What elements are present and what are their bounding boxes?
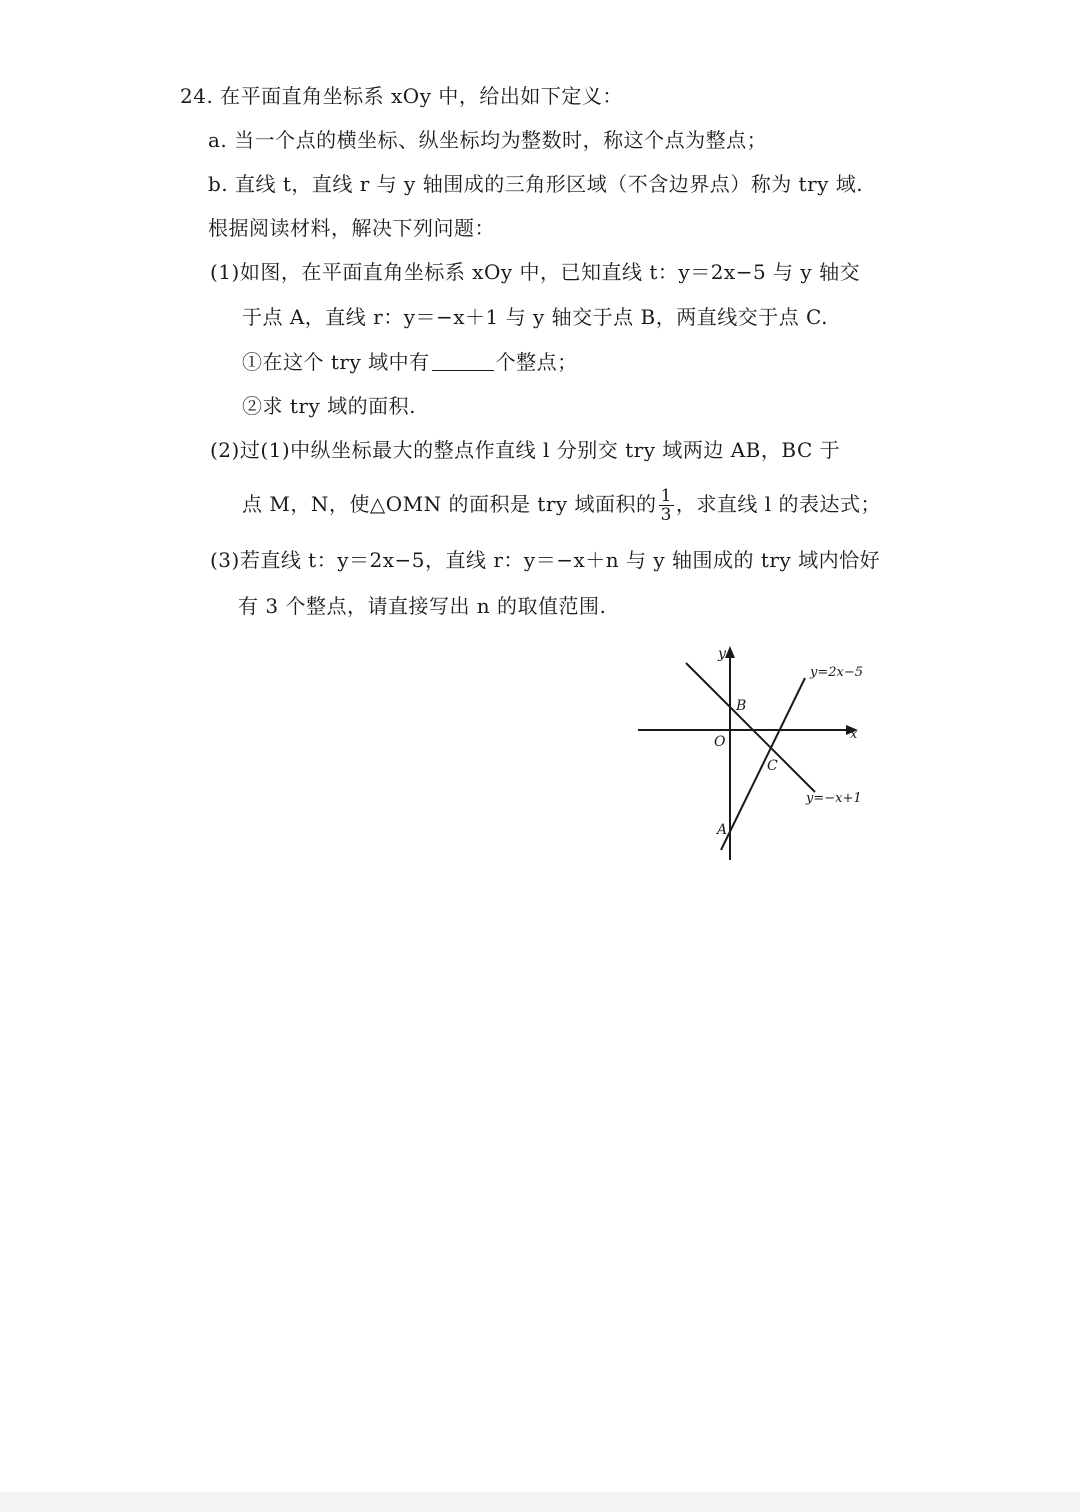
origin-label: O	[714, 734, 726, 750]
point-c-label: C	[767, 758, 778, 774]
question-1-sub-1	[242, 348, 578, 376]
definition-b: b. 直线 t，直线 r 与 y 轴围成的三角形区域（不含边界点）称为 try 域.	[208, 172, 864, 196]
question-3-line-2: 有 3 个整点，请直接写出 n 的取值范围.	[238, 594, 607, 618]
y-axis-label: y	[718, 646, 726, 662]
fraction-denominator: 3	[660, 505, 672, 525]
point-a-label: A	[717, 822, 728, 838]
instruction-text: 根据阅读材料，解决下列问题：	[208, 216, 495, 240]
line-t	[721, 678, 805, 850]
point-b-label: B	[736, 698, 747, 714]
definition-a: a. 当一个点的横坐标、纵坐标均为整数时，称这个点为整点；	[208, 128, 768, 152]
question-1-sub-1-text: ①在这个 try 域中有	[242, 350, 430, 374]
question-1-line-1: (1)如图，在平面直角坐标系 xOy 中，已知直线 t：y＝2x−5 与 y 轴交	[210, 260, 861, 284]
question-2-line-1: (2)过(1)中纵坐标最大的整点作直线 l 分别交 try 域两边 AB，BC 于	[210, 438, 841, 462]
question-1-sub-1-suffix: 个整点；	[495, 350, 578, 374]
problem-title: 24. 在平面直角坐标系 xOy 中，给出如下定义：	[180, 84, 623, 108]
page-bottom-edge	[0, 1492, 1080, 1512]
question-1-sub-2: ②求 try 域的面积.	[242, 394, 416, 418]
coordinate-diagram	[630, 638, 880, 868]
question-2-line-2	[242, 484, 881, 524]
line-r	[686, 663, 815, 792]
coordinate-figure	[630, 638, 880, 868]
fraction-numerator: 1	[660, 486, 672, 506]
question-3-line-1: (3)若直线 t：y＝2x−5，直线 r：y＝−x＋n 与 y 轴围成的 try 域内恰好	[210, 548, 881, 572]
line-r-label: y=−x+1	[806, 791, 862, 806]
x-axis-label: x	[850, 727, 858, 742]
question-1-line-2: 于点 A，直线 r：y＝−x＋1 与 y 轴交于点 B，两直线交于点 C.	[242, 305, 829, 329]
question-2-line-2-text: 点 M，N，使△OMN 的面积是 try 域面积的	[242, 492, 657, 516]
line-t-label: y=2x−5	[810, 665, 864, 680]
y-axis-arrow-icon	[725, 646, 735, 658]
answer-blank[interactable]	[432, 350, 494, 371]
fraction-one-third	[659, 487, 674, 524]
question-2-line-2-suffix: ，求直线 l 的表达式；	[675, 492, 882, 516]
